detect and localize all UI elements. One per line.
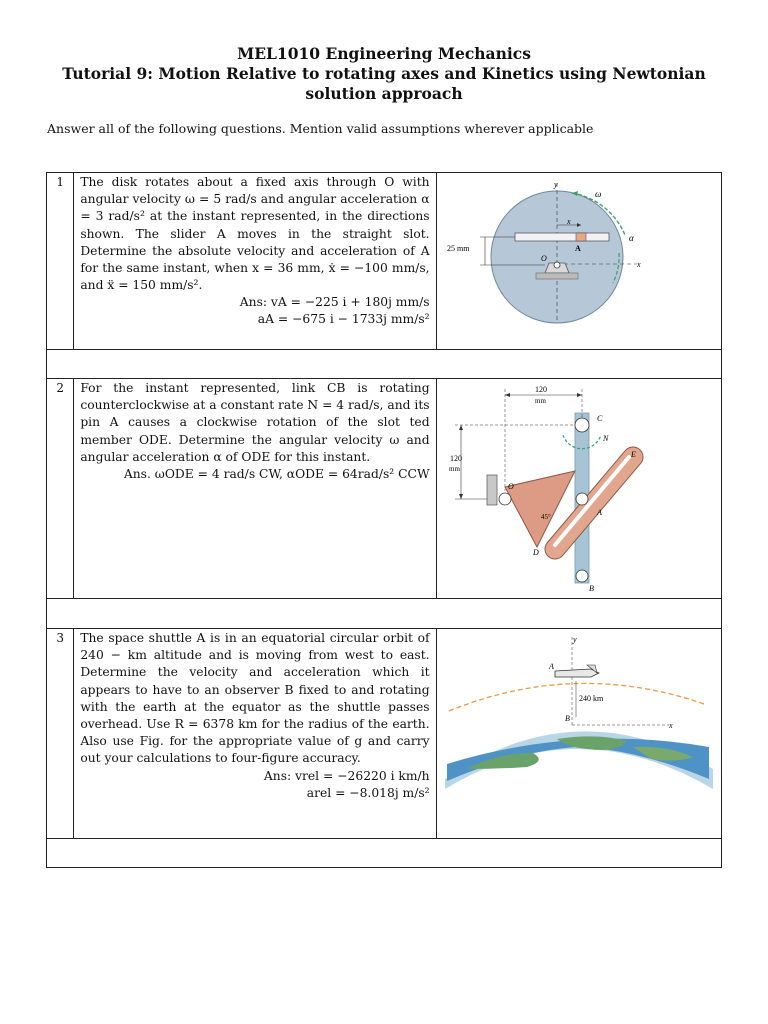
dim-top-unit: mm xyxy=(534,397,546,405)
rate-label-n: N xyxy=(602,434,608,443)
figure-cell xyxy=(436,629,721,839)
point-label-b: B xyxy=(588,584,594,593)
point-label-a: A xyxy=(548,662,554,671)
question-cell xyxy=(74,629,436,839)
answer-line: Ans: vA = −225 i + 180j mm/s xyxy=(239,295,430,310)
tutorial-title-cont: solution approach xyxy=(305,84,463,103)
answer-line: aA = −675 i − 1733j mm/s² xyxy=(257,312,430,327)
question-number: 3 xyxy=(47,629,74,839)
questions-table xyxy=(46,172,722,868)
altitude-label: 240 km xyxy=(578,694,603,703)
dim-top-label: 120 xyxy=(534,385,547,394)
point-label-d: D xyxy=(532,548,539,557)
question-cell xyxy=(74,173,436,350)
x-var-label: x xyxy=(566,217,571,226)
question-number: 1 xyxy=(47,173,74,350)
point-label-o: O xyxy=(540,254,547,263)
spacer-row xyxy=(47,599,722,629)
axis-label-y: y xyxy=(553,180,558,189)
instructions: Answer all of the following questions. Mention valid assumptions wherever applicable xyxy=(47,121,594,136)
question-cell xyxy=(74,379,436,599)
dim-left-label: 120 xyxy=(449,454,462,463)
slotted-link-figure xyxy=(437,379,718,594)
figure-cell xyxy=(436,173,721,350)
spacer-cell xyxy=(47,839,722,868)
axis-label-x: x xyxy=(668,721,673,730)
question-text: The space shuttle A is in an equatorial circular orbit of 240 − km altitude and is moving from west to east. Determine the velocity and acceleration which it appears to have to an observer B fixed to and rotating with the earth at the equator as the shuttle passes overhead. Use R = 6378 km for the radius of the earth. Also use Fig. for the appropriate value of g and carry out your calculations to four-figure accuracy. xyxy=(80,631,430,766)
dim-left-unit: mm xyxy=(448,465,460,473)
question-number: 2 xyxy=(47,379,74,599)
axis-label-y: y xyxy=(572,635,577,644)
question-row-3 xyxy=(47,629,722,839)
point-label-b: B xyxy=(564,714,570,723)
rotating-disk-figure xyxy=(437,173,718,345)
axis-label-x: x xyxy=(636,260,641,269)
question-row-1 xyxy=(47,173,722,350)
point-label-a: A xyxy=(574,244,581,253)
answer-line: arel = −8.018j m/s² xyxy=(306,785,430,800)
course-title: MEL1010 Engineering Mechanics xyxy=(237,44,531,63)
question-row-2 xyxy=(47,379,722,599)
spacer-cell xyxy=(47,599,722,629)
tutorial-title: Tutorial 9: Motion Relative to rotating axes and Kinetics using Newtonian xyxy=(62,64,706,83)
answer-line: Ans: vrel = −26220 i km/h xyxy=(263,768,430,783)
figure-cell xyxy=(436,379,721,599)
spacer-row xyxy=(47,839,722,868)
earth-shuttle-figure xyxy=(437,629,718,834)
question-text: The disk rotates about a fixed axis through O with angular velocity ω = 5 rad/s and angular acceleration α = 3 rad/s² at the instant represented, in the directions shown. The slider A moves in the straight slot. Determine the absolute velocity and acceleration of A for the same instant, when x = 36 mm, ẋ = −100 mm/s, and ẍ = 150 mm/s². xyxy=(80,175,430,293)
alpha-label: α xyxy=(628,233,634,243)
point-label-e: E xyxy=(630,450,636,459)
point-label-c: C xyxy=(596,414,602,423)
dim-label: 25 mm xyxy=(446,244,470,253)
spacer-row xyxy=(47,350,722,379)
answer-line: Ans. ωODE = 4 rad/s CW, αODE = 64rad/s² CCW xyxy=(123,467,430,482)
angle-label: 45° xyxy=(540,513,551,521)
omega-label: ω xyxy=(594,189,601,199)
point-label-o: O xyxy=(507,482,514,491)
spacer-cell xyxy=(47,350,722,379)
question-text: For the instant represented, link CB is rotating counterclockwise at a constant rate N = 4 rad/s, and its pin A causes a clockwise rotation of the slot ted member ODE. Determine the angular velocity ω and angular acceleration α of ODE for this instant. xyxy=(80,381,430,464)
point-label-a: A xyxy=(596,508,602,517)
